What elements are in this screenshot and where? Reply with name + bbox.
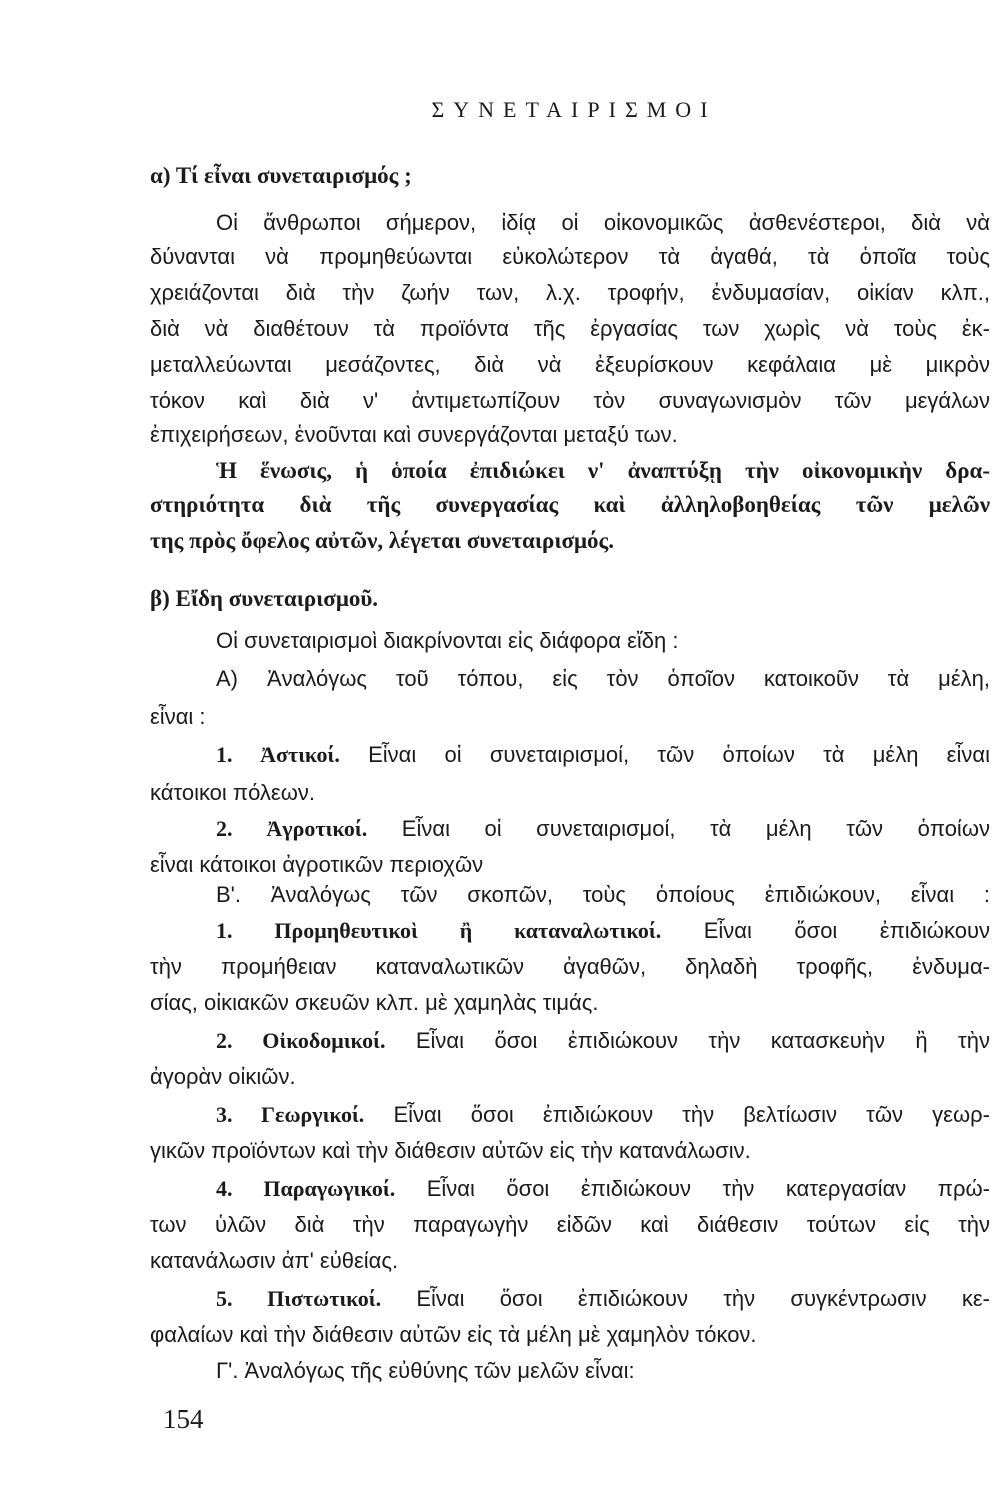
list-item-astikoi (216, 740, 990, 770)
paragraph-line: κάτοικοι πόλεων. (150, 780, 316, 805)
item-label: 1. Προμηθευτικοὶ ἢ καταναλωτικοί. (216, 918, 662, 943)
list-item-paragogikoi (216, 1174, 990, 1204)
paragraph-line: διὰ νὰ διαθέτουν τὰ προϊόντα τῆς ἐργασίας των χωρὶς νὰ τοὺς ἐκ- (150, 316, 990, 341)
definition-line: Ἡ ἕνωσις, ἡ ὁποία ἐπιδιώκει ν' ἀναπτύξῃ τὴν οἰκονομικὴν δρα- (216, 458, 990, 483)
item-text: Εἶναι ὅσοι ἐπιδιώκουν τὴν κατασκευὴν ἢ τὴν (415, 1028, 990, 1053)
item-label: 5. Πιστωτικοί. (216, 1286, 382, 1311)
page-title: ΣΥΝΕΤΑΙΡΙΣΜΟΙ (431, 97, 717, 122)
definition-line: της πρὸς ὄφελος αὐτῶν, λέγεται συνεταιρισμός. (150, 528, 614, 553)
item-label: 4. Παραγωγικοί. (216, 1176, 396, 1201)
paragraph-line: χρειάζονται διὰ τὴν ζωήν των, λ.χ. τροφήν, ἐνδυμασίαν, οἰκίαν κλπ., (150, 280, 990, 305)
item-label: 1. Ἀστικοί. (216, 742, 340, 767)
item-text: Εἶναι ὅσοι ἐπιδιώκουν τὴν συγκέντρωσιν κε- (416, 1286, 990, 1311)
group-a-line: Α) Ἀναλόγως τοῦ τόπου, εἰς τὸν ὁποῖον κατοικοῦν τὰ μέλη, (216, 666, 990, 691)
paragraph-line: κατανάλωσιν ἀπ' εὐθείας. (150, 1248, 399, 1273)
item-label: 2. Ἀγροτικοί. (216, 816, 368, 841)
paragraph-line: μεταλλεύωνται μεσάζοντες, διὰ νὰ ἐξευρίσκουν κεφάλαια μὲ μικρὸν (150, 352, 990, 377)
paragraph-line: τόκον καὶ διὰ ν' ἀντιμετωπίζουν τὸν συναγωνισμὸν τῶν μεγάλων (150, 388, 990, 413)
paragraph-line: ἀγορὰν οἰκιῶν. (150, 1064, 296, 1089)
section-b-heading: β) Εἴδη συνεταιρισμοῦ. (150, 586, 379, 611)
item-text: Εἶναι οἱ συνεταιρισμοί, τῶν ὁποίων τὰ μέλη εἶναι (368, 742, 990, 767)
list-item-agrotikoi (216, 814, 990, 844)
definition-line: στηριότητα διὰ τῆς συνεργασίας καὶ ἀλληλοβοηθείας τῶν μελῶν (150, 492, 990, 517)
paragraph-line: τὴν προμήθειαν καταναλωτικῶν ἀγαθῶν, δηλαδὴ τροφῆς, ἐνδυμα- (150, 954, 990, 979)
list-item-pistotikoi (216, 1284, 990, 1314)
paragraph-line: των ὑλῶν διὰ τὴν παραγωγὴν εἰδῶν καὶ διάθεσιν τούτων εἰς τὴν (150, 1212, 990, 1237)
group-c-line: Γ'. Ἀναλόγως τῆς εὐθύνης τῶν μελῶν εἶναι: (216, 1358, 635, 1383)
item-label: 2. Οἰκοδομικοί. (216, 1028, 386, 1053)
section-b-intro: Οἱ συνεταιρισμοὶ διακρίνονται εἰς διάφορα εἴδη : (216, 628, 679, 653)
item-text: Εἶναι ὅσοι ἐπιδιώκουν τὴν βελτίωσιν τῶν γεωρ- (393, 1102, 990, 1127)
group-b-line: Β'. Ἀναλόγως τῶν σκοπῶν, τοὺς ὁποίους ἐπιδιώκουν, εἶναι : (216, 882, 990, 907)
list-item-georgikoi (216, 1100, 990, 1130)
paragraph-line: γικῶν προϊόντων καὶ τὴν διάθεσιν αὐτῶν εἰς τὴν κατανάλωσιν. (150, 1138, 751, 1163)
paragraph-line: εἶναι κάτοικοι ἀγροτικῶν περιοχῶν (150, 852, 484, 877)
paragraph-line: φαλαίων καὶ τὴν διάθεσιν αὐτῶν εἰς τὰ μέλη μὲ χαμηλὸν τόκον. (150, 1322, 757, 1347)
paragraph-line: δύνανται νὰ προμηθεύωνται εὐκολώτερον τὰ ἀγαθά, τὰ ὁποῖα τοὺς (150, 244, 990, 269)
list-item-promitheftikoi (216, 916, 990, 946)
item-text: Εἶναι οἱ συνεταιρισμοί, τὰ μέλη τῶν ὁποίων (401, 816, 990, 841)
paragraph-line: σίας, οἰκιακῶν σκευῶν κλπ. μὲ χαμηλὰς τιμάς. (150, 990, 599, 1015)
item-text: Εἶναι ὅσοι ἐπιδιώκουν τὴν κατεργασίαν πρώ- (426, 1176, 990, 1201)
page-number: 154 (163, 1404, 204, 1434)
section-a-heading: α) Τί εἶναι συνεταιρισμός ; (150, 163, 412, 188)
group-a-line: εἶναι : (150, 704, 206, 729)
item-label: 3. Γεωργικοί. (216, 1102, 365, 1127)
item-text: Εἶναι ὅσοι ἐπιδιώκουν (703, 918, 990, 943)
paragraph-line: ἐπιχειρήσεων, ἑνοῦνται καὶ συνεργάζονται μεταξύ των. (150, 422, 678, 447)
list-item-oikodomikoi (216, 1026, 990, 1056)
paragraph-line: Οἱ ἄνθρωποι σήμερον, ἰδίᾳ οἱ οἰκονομικῶς ἀσθενέστεροι, διὰ νὰ (216, 210, 990, 235)
